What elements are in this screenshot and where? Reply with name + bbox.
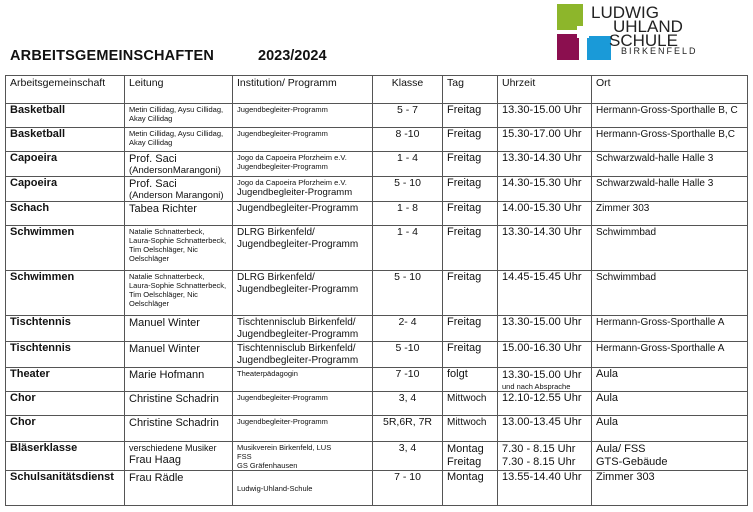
col-header-tag: Tag [443, 76, 498, 104]
leitung-text: Manuel Winter [129, 343, 200, 355]
cell-ort: Hermann-Gross-Sporthalle A [592, 316, 748, 342]
cell-leitung [125, 177, 233, 202]
cell-ag: Schwimmen [6, 271, 125, 316]
cell-klasse: 2- 4 [373, 316, 443, 342]
cell-leitung [125, 316, 233, 342]
cell-leitung [125, 202, 233, 226]
cell-ag: Bläserklasse [6, 442, 125, 471]
cell-institution [233, 202, 373, 226]
cell-tag: Freitag [443, 202, 498, 226]
table-row [6, 442, 748, 471]
cell-ag: Basketball [6, 104, 125, 128]
cell-tag: Freitag [443, 316, 498, 342]
cell-klasse: 5 -10 [373, 342, 443, 368]
cell-tag: Freitag [443, 342, 498, 368]
institution-text: Jugendbegleiter-Programm [237, 203, 359, 214]
cell-leitung [125, 442, 233, 471]
table-row [6, 342, 748, 368]
cell-institution [233, 316, 373, 342]
institution-text: Jogo da Capoeira Pforzheim e.V. [237, 153, 347, 162]
leitung-subtext: (AndersonMarangoni) [129, 165, 221, 176]
cell-institution [233, 271, 373, 316]
cell-tag: Montag [443, 471, 498, 506]
leitung-text: Prof. Saci [129, 178, 177, 190]
leitung-text: Metin Cillidag, Aysu Cillidag, Akay Cillidag [129, 105, 224, 123]
uhrzeit-text: 7.30 - 8.15 Uhr [502, 456, 576, 468]
cell-ag: Chor [6, 392, 125, 416]
leitung-subtext: (Anderson Marangoni) [129, 190, 224, 201]
cell-ort: Schwimmbad [592, 271, 748, 316]
logo-text-line2: UHLAND [613, 17, 683, 36]
institution-text: Jugendbegleiter-Programm [237, 105, 328, 114]
leitung-text: Marie Hofmann [129, 369, 205, 381]
col-header-ag: Arbeitsgemeinschaft [6, 76, 125, 104]
institution-text: Tischtennisclub Birkenfeld/ Jugendbegleiter-Programm [237, 317, 359, 340]
cell-klasse: 8 -10 [373, 128, 443, 152]
cell-leitung [125, 392, 233, 416]
ort-text: Aula/ FSS [596, 443, 646, 455]
cell-ag: Schwimmen [6, 226, 125, 271]
leitung-text: Natalie Schnatterbeck, Laura-Sophie Schnatterbeck, Tim Oelschläger, Nic Oelschläger [129, 227, 227, 263]
cell-uhrzeit: 13.30-15.00 Uhr [498, 316, 592, 342]
logo-text-line4: BIRKENFELD [621, 46, 698, 56]
cell-klasse: 5 - 10 [373, 271, 443, 316]
cell-ag: Chor [6, 416, 125, 442]
cell-leitung [125, 128, 233, 152]
leitung-text: Christine Schadrin [129, 417, 219, 429]
col-header-uhrzeit: Uhrzeit [498, 76, 592, 104]
cell-ort: Aula [592, 368, 748, 392]
cell-tag: Freitag [443, 271, 498, 316]
cell-ort: Aula [592, 392, 748, 416]
cell-institution [233, 471, 373, 506]
school-logo [557, 4, 717, 60]
cell-tag: Freitag [443, 226, 498, 271]
uhrzeit-note: und nach Absprache [502, 382, 571, 391]
cell-uhrzeit: 14.30-15.30 Uhr [498, 177, 592, 202]
tag-text: Montag [447, 443, 484, 455]
cell-leitung [125, 342, 233, 368]
leitung-text: verschiedene Musiker [129, 443, 217, 453]
table-row [6, 226, 748, 271]
cell-leitung [125, 471, 233, 506]
cell-institution [233, 392, 373, 416]
ort-text: GTS-Gebäude [596, 456, 668, 468]
cell-institution [233, 128, 373, 152]
cell-uhrzeit: 14.45-15.45 Uhr [498, 271, 592, 316]
cell-klasse: 5 - 7 [373, 104, 443, 128]
leitung-text: Frau Rädle [129, 472, 184, 484]
institution-text: Jugendbegleiter-Programm [237, 129, 328, 138]
institution-subtext: Jugendbegleiter-Programm [237, 187, 353, 198]
cell-klasse: 5R,6R, 7R [373, 416, 443, 442]
cell-uhrzeit: 12.10-12.55 Uhr [498, 392, 592, 416]
cell-leitung [125, 368, 233, 392]
col-header-leitung: Leitung [125, 76, 233, 104]
cell-uhrzeit: 13.30-14.30 Uhr [498, 226, 592, 271]
table-row [6, 392, 748, 416]
cell-ort: Schwarzwald-halle Halle 3 [592, 177, 748, 202]
cell-klasse: 7 -10 [373, 368, 443, 392]
cell-ort: Hermann-Gross-Sporthalle A [592, 342, 748, 368]
table-row [6, 416, 748, 442]
cell-tag: Freitag [443, 177, 498, 202]
leitung-text: Christine Schadrin [129, 393, 219, 405]
cell-leitung [125, 104, 233, 128]
cell-ort: Zimmer 303 [592, 202, 748, 226]
cell-ort: Schwimmbad [592, 226, 748, 271]
leitung-text: Natalie Schnatterbeck, Laura-Sophie Schnatterbeck, Tim Oelschläger, Nic Oelschläger [129, 272, 227, 308]
logo-purple-square [557, 34, 579, 60]
logo-text-line1: LUDWIG [591, 3, 659, 22]
cell-ort: Zimmer 303 [592, 471, 748, 506]
cell-leitung [125, 226, 233, 271]
institution-text: Ludwig-Uhland-Schule [237, 484, 313, 493]
uhrzeit-text: 13.30-15.00 Uhr [502, 369, 582, 381]
cell-klasse: 3, 4 [373, 392, 443, 416]
cell-klasse: 3, 4 [373, 442, 443, 471]
cell-institution [233, 342, 373, 368]
cell-ag: Tischtennis [6, 342, 125, 368]
cell-ag: Tischtennis [6, 316, 125, 342]
cell-leitung [125, 271, 233, 316]
cell-klasse: 1 - 4 [373, 152, 443, 177]
cell-institution [233, 226, 373, 271]
logo-blue-square [587, 36, 611, 60]
cell-leitung [125, 152, 233, 177]
institution-text: Jugendbegleiter-Programm [237, 393, 328, 402]
cell-uhrzeit: 14.00-15.30 Uhr [498, 202, 592, 226]
cell-klasse: 5 - 10 [373, 177, 443, 202]
institution-text: Theaterpädagogin [237, 369, 298, 378]
col-header-institution: Institution/ Programm [233, 76, 373, 104]
institution-subtext: GS Gräfenhausen [237, 461, 298, 470]
institution-text: DLRG Birkenfeld/ Jugendbegleiter-Programm [237, 227, 359, 250]
table-row [6, 368, 748, 392]
cell-uhrzeit: 13.30-14.30 Uhr [498, 152, 592, 177]
cell-tag: Freitag [443, 152, 498, 177]
cell-ag: Basketball [6, 128, 125, 152]
cell-klasse: 1 - 4 [373, 226, 443, 271]
leitung-text: Tabea Richter [129, 203, 197, 215]
school-year: 2023/2024 [258, 48, 327, 64]
cell-ort: Hermann-Gross-Sporthalle B,C [592, 128, 748, 152]
institution-text: DLRG Birkenfeld/ Jugendbegleiter-Programm [237, 272, 359, 295]
cell-ag: Theater [6, 368, 125, 392]
cell-uhrzeit: 13.55-14.40 Uhr [498, 471, 592, 506]
cell-uhrzeit: 13.00-13.45 Uhr [498, 416, 592, 442]
cell-institution [233, 416, 373, 442]
tag-text: Freitag [447, 456, 482, 468]
cell-uhrzeit: 13.30-15.00 Uhr [498, 104, 592, 128]
cell-uhrzeit: 15.00-16.30 Uhr [498, 342, 592, 368]
uhrzeit-text: 7.30 - 8.15 Uhr [502, 443, 576, 455]
table-row [6, 128, 748, 152]
cell-tag: Mittwoch [443, 416, 498, 442]
cell-tag: folgt [443, 368, 498, 392]
cell-klasse: 7 - 10 [373, 471, 443, 506]
cell-ag: Capoeira [6, 152, 125, 177]
table-row [6, 152, 748, 177]
table-row [6, 177, 748, 202]
logo-text-line3: SCHULE [609, 31, 678, 50]
cell-leitung [125, 416, 233, 442]
cell-klasse: 1 - 8 [373, 202, 443, 226]
cell-institution [233, 177, 373, 202]
cell-ag: Schach [6, 202, 125, 226]
institution-subtext: FSS [237, 452, 252, 461]
cell-ort: Schwarzwald-halle Halle 3 [592, 152, 748, 177]
cell-institution [233, 442, 373, 471]
table-row [6, 104, 748, 128]
cell-uhrzeit [498, 368, 592, 392]
cell-ag: Capoeira [6, 177, 125, 202]
institution-text: Musikverein Birkenfeld, LUS [237, 443, 332, 452]
table-row [6, 316, 748, 342]
cell-uhrzeit: 15.30-17.00 Uhr [498, 128, 592, 152]
cell-institution [233, 368, 373, 392]
leitung-text: Manuel Winter [129, 317, 200, 329]
cell-tag: Freitag [443, 104, 498, 128]
cell-institution [233, 152, 373, 177]
institution-subtext: Jugendbegleiter-Programm [237, 162, 328, 171]
cell-tag [443, 442, 498, 471]
cell-tag: Mittwoch [443, 392, 498, 416]
table-row [6, 202, 748, 226]
ag-table [5, 75, 748, 506]
col-header-ort: Ort [592, 76, 748, 104]
leitung-text: Prof. Saci [129, 153, 177, 165]
leitung-subtext: Frau Haag [129, 454, 181, 466]
cell-institution [233, 104, 373, 128]
table-header-row [6, 76, 748, 104]
institution-text: Jugendbegleiter-Programm [237, 417, 328, 426]
logo-white-cross [577, 26, 589, 38]
cell-ag: Schulsanitätsdienst [6, 471, 125, 506]
institution-text: Jogo da Capoeira Pforzheim e.V. [237, 178, 347, 187]
table-row [6, 471, 748, 506]
cell-ort: Hermann-Gross-Sporthalle B, C [592, 104, 748, 128]
leitung-text: Metin Cillidag, Aysu Cillidag, Akay Cillidag [129, 129, 224, 147]
cell-ort [592, 442, 748, 471]
page-title: ARBEITSGEMEINSCHAFTEN [10, 48, 214, 64]
cell-ort: Aula [592, 416, 748, 442]
institution-text: Tischtennisclub Birkenfeld/ Jugendbegleiter-Programm [237, 343, 359, 366]
cell-tag: Freitag [443, 128, 498, 152]
col-header-klasse: Klasse [373, 76, 443, 104]
table-row [6, 271, 748, 316]
cell-uhrzeit [498, 442, 592, 471]
